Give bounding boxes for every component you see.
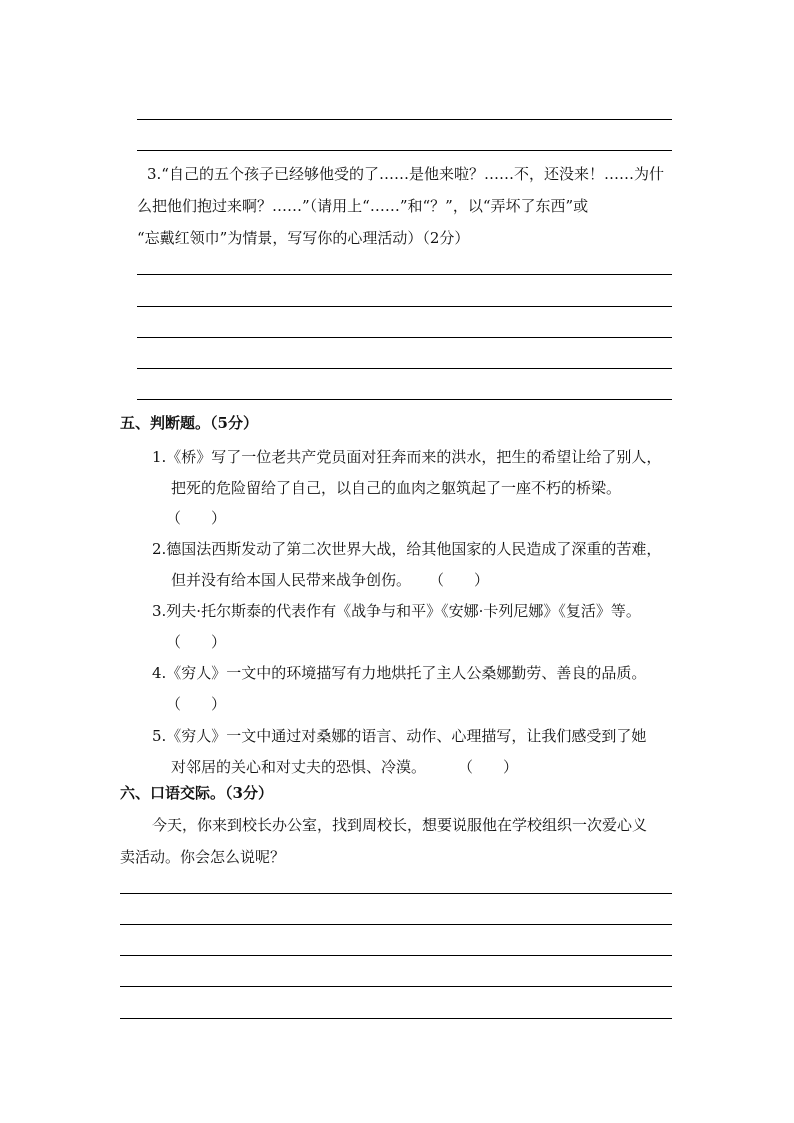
item-2-line-1: 2.德国法西斯发动了第二次世界大战，给其他国家的人民造成了深重的苦难，: [152, 540, 662, 558]
item-3-answer-bracket[interactable]: （ ）: [166, 633, 227, 651]
answer-line[interactable]: [137, 119, 672, 120]
answer-line[interactable]: [120, 955, 672, 956]
answer-line[interactable]: [137, 150, 672, 151]
item-1-line-2: 把死的危险留给了自己，以自己的血肉之躯筑起了一座不朽的桥梁。: [171, 479, 622, 497]
question-3-line-1: 3.“自己的五个孩子已经够他受的了……是他来啦？……不，还没来！……为什: [147, 165, 664, 183]
item-1-line-1: 1.《桥》写了一位老共产党员面对狂奔而来的洪水，把生的希望让给了别人，: [152, 448, 662, 466]
question-3-line-3: “忘戴红领巾”为情景，写写你的心理活动）（2分）: [137, 229, 470, 247]
answer-line[interactable]: [137, 337, 672, 338]
section-6-prompt-line-1: 今天，你来到校长办公室，找到周校长，想要说服他在学校组织一次爱心义: [152, 816, 648, 834]
answer-line[interactable]: [120, 893, 672, 894]
section-6-prompt-line-2: 卖活动。你会怎么说呢？: [120, 848, 286, 866]
item-5-line-2: 对邻居的关心和对丈夫的恐惧、冷漠。: [171, 758, 427, 776]
answer-line[interactable]: [120, 1018, 672, 1019]
answer-line[interactable]: [137, 274, 672, 275]
answer-line[interactable]: [137, 306, 672, 307]
answer-line[interactable]: [137, 368, 672, 369]
section-6-title: 六、口语交际。（3分）: [120, 784, 273, 802]
item-4-answer-bracket[interactable]: （ ）: [166, 695, 227, 713]
item-4-line-1: 4.《穷人》一文中的环境描写有力地烘托了主人公桑娜勤劳、善良的品质。: [152, 664, 647, 682]
question-3-line-2: 么把他们抱过来啊？……”（请用上“……”和“？”，以“弄坏了东西”或: [137, 197, 589, 215]
item-2-line-2: 但并没有给本国人民带来战争创伤。: [171, 571, 412, 589]
item-3-line-1: 3.列夫·托尔斯泰的代表作有《战争与和平》《安娜·卡列尼娜》《复活》等。: [152, 602, 641, 620]
answer-line[interactable]: [120, 986, 672, 987]
item-5-answer-bracket[interactable]: （ ）: [458, 758, 519, 776]
section-5-title: 五、判断题。（5分）: [120, 414, 258, 432]
item-5-line-1: 5.《穷人》一文中通过对桑娜的语言、动作、心理描写，让我们感受到了她: [152, 727, 647, 745]
item-2-answer-bracket[interactable]: （ ）: [429, 571, 490, 589]
answer-line[interactable]: [137, 399, 672, 400]
answer-line[interactable]: [120, 924, 672, 925]
item-1-answer-bracket[interactable]: （ ）: [166, 509, 227, 527]
